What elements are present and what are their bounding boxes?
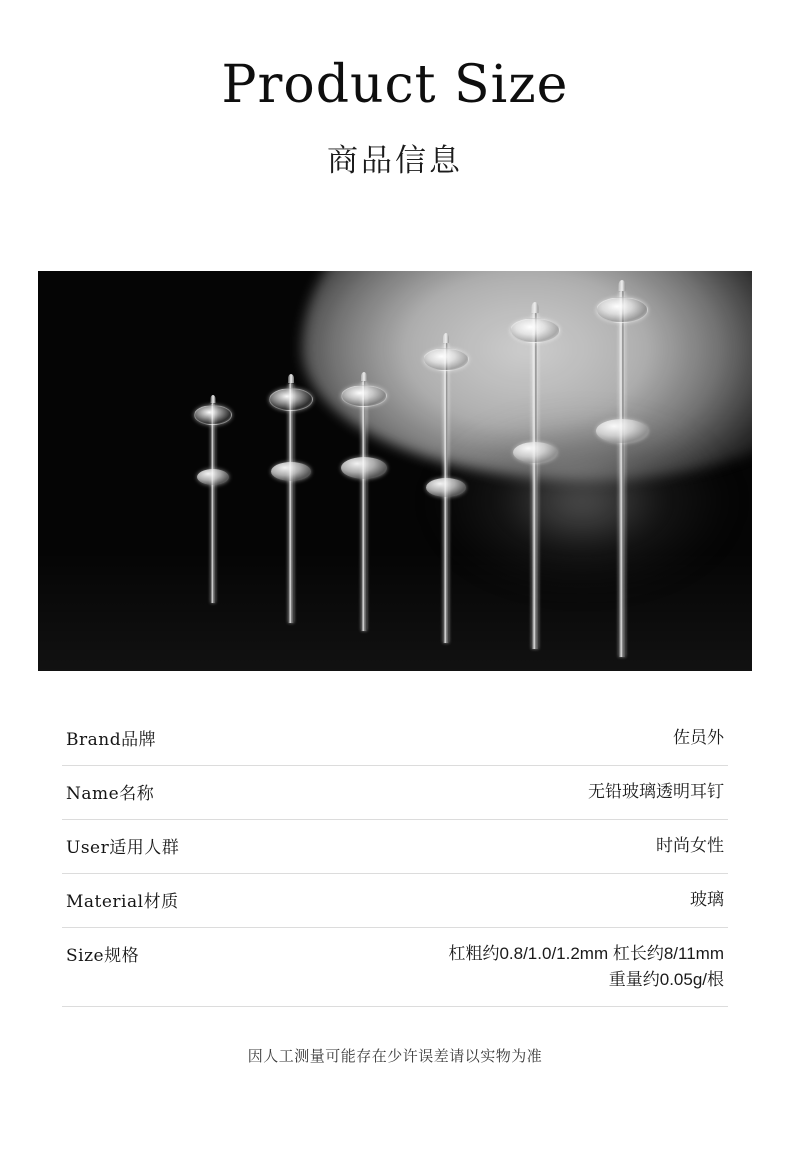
pin-bottom-disc (596, 419, 648, 443)
spec-label: Name名称 (66, 784, 155, 804)
spec-label: Material材质 (66, 892, 179, 912)
table-row (62, 820, 728, 874)
table-row (62, 712, 728, 766)
product-photo (38, 271, 752, 671)
page-subtitle: 商品信息 (327, 142, 463, 178)
spec-label: Brand品牌 (66, 730, 157, 750)
pin-bottom-disc (341, 457, 387, 479)
spec-value: 时尚女性 (656, 836, 724, 855)
pin-tip (211, 395, 216, 403)
pin-top-disc (596, 297, 648, 323)
table-row (62, 874, 728, 928)
photo-floor-reflection (38, 551, 752, 671)
spec-value-line1: 杠粗约0.8/1.0/1.2mm 杠长约8/11mm (448, 944, 724, 963)
pin-top-disc (510, 318, 560, 343)
spec-value: 无铅玻璃透明耳钉 (588, 782, 724, 801)
pin-tip (532, 302, 539, 313)
pin-bottom-disc (513, 442, 557, 463)
table-row (62, 928, 728, 1007)
page-title: Product Size (221, 55, 569, 115)
spec-label: User适用人群 (66, 838, 180, 858)
pin-top-disc (194, 405, 232, 425)
pin-top-disc (423, 348, 469, 371)
pin-tip (619, 280, 626, 291)
spec-value (448, 941, 724, 994)
pin-bottom-disc (271, 462, 311, 481)
pin-top-disc (269, 388, 313, 411)
pin-top-disc (341, 385, 387, 407)
footnote: 因人工测量可能存在少许误差请以实物为准 (247, 1048, 543, 1065)
spec-label: Size规格 (66, 946, 140, 966)
spec-value: 佐员外 (673, 728, 724, 747)
spec-value: 玻璃 (690, 890, 724, 909)
pin-bottom-disc (197, 469, 229, 485)
spec-table (62, 712, 728, 1007)
table-row (62, 766, 728, 820)
pin-tip (361, 372, 367, 381)
pin-tip (443, 333, 449, 343)
pin-tip (288, 374, 294, 383)
spec-value-line2: 重量约0.05g/根 (608, 970, 724, 990)
pin-bottom-disc (426, 478, 466, 497)
